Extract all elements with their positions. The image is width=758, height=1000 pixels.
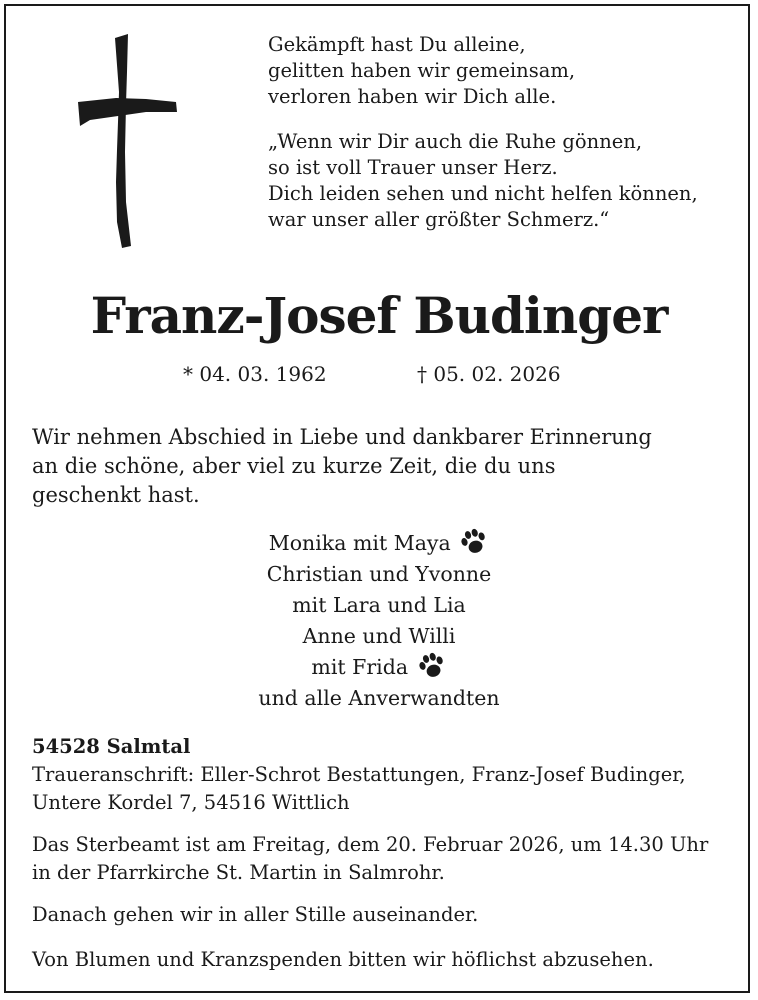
poem-line: verloren haben wir Dich alle. bbox=[268, 85, 557, 108]
mourner-name: mit Lara und Lia bbox=[292, 593, 466, 617]
mourning-address bbox=[32, 761, 686, 817]
service-line: in der Pfarrkirche St. Martin in Salmrohr. bbox=[32, 861, 445, 884]
flowers-note: Von Blumen und Kranzspenden bitten wir höflichst abzusehen. bbox=[32, 948, 654, 971]
mourner-row bbox=[0, 528, 758, 559]
mourner-name: Christian und Yvonne bbox=[266, 562, 492, 586]
mourner-name: und alle Anverwandten bbox=[258, 686, 500, 710]
poem-line: Gekämpft hast Du alleine, bbox=[268, 33, 526, 56]
service-announcement bbox=[32, 831, 708, 887]
poem-line: „Wenn wir Dir auch die Ruhe gönnen, bbox=[268, 130, 643, 153]
mourners-list bbox=[0, 528, 758, 714]
paw-print-icon bbox=[417, 652, 447, 680]
poem-stanza-1 bbox=[268, 32, 575, 110]
poem-line: Dich leiden sehen und nicht helfen können, bbox=[268, 182, 698, 205]
mourner-name: Monika mit Maya bbox=[268, 531, 451, 555]
poem-stanza-2 bbox=[268, 129, 698, 233]
farewell-text bbox=[32, 423, 652, 510]
birth-date: * 04. 03. 1962 bbox=[183, 362, 327, 386]
mourner-row bbox=[0, 621, 758, 652]
death-date: † 05. 02. 2026 bbox=[417, 362, 561, 386]
after-service-note: Danach gehen wir in aller Stille auseinander. bbox=[32, 903, 479, 926]
poem-line: war unser aller größter Schmerz.“ bbox=[268, 208, 610, 231]
address-line: Untere Kordel 7, 54516 Wittlich bbox=[32, 791, 350, 814]
farewell-line: geschenkt hast. bbox=[32, 483, 200, 507]
mourner-name: mit Frida bbox=[311, 655, 409, 679]
mourner-row bbox=[0, 559, 758, 590]
deceased-name: Franz-Josef Budinger bbox=[90, 286, 668, 345]
service-line: Das Sterbeamt ist am Freitag, dem 20. Februar 2026, um 14.30 Uhr bbox=[32, 833, 709, 856]
mourner-row bbox=[0, 590, 758, 621]
farewell-line: an die schöne, aber viel zu kurze Zeit, die du uns bbox=[32, 454, 556, 478]
poem-line: gelitten haben wir gemeinsam, bbox=[268, 59, 576, 82]
mourner-row bbox=[0, 683, 758, 714]
cross-icon bbox=[76, 32, 180, 250]
mourner-row bbox=[0, 652, 758, 683]
poem-line: so ist voll Trauer unser Herz. bbox=[268, 156, 558, 179]
paw-print-icon bbox=[459, 528, 489, 556]
mourner-name: Anne und Willi bbox=[302, 624, 456, 648]
farewell-line: Wir nehmen Abschied in Liebe und dankbarer Erinnerung bbox=[32, 425, 652, 449]
city-heading: 54528 Salmtal bbox=[32, 735, 191, 758]
address-line: Traueranschrift: Eller-Schrot Bestattungen, Franz-Josef Budinger, bbox=[32, 763, 686, 786]
